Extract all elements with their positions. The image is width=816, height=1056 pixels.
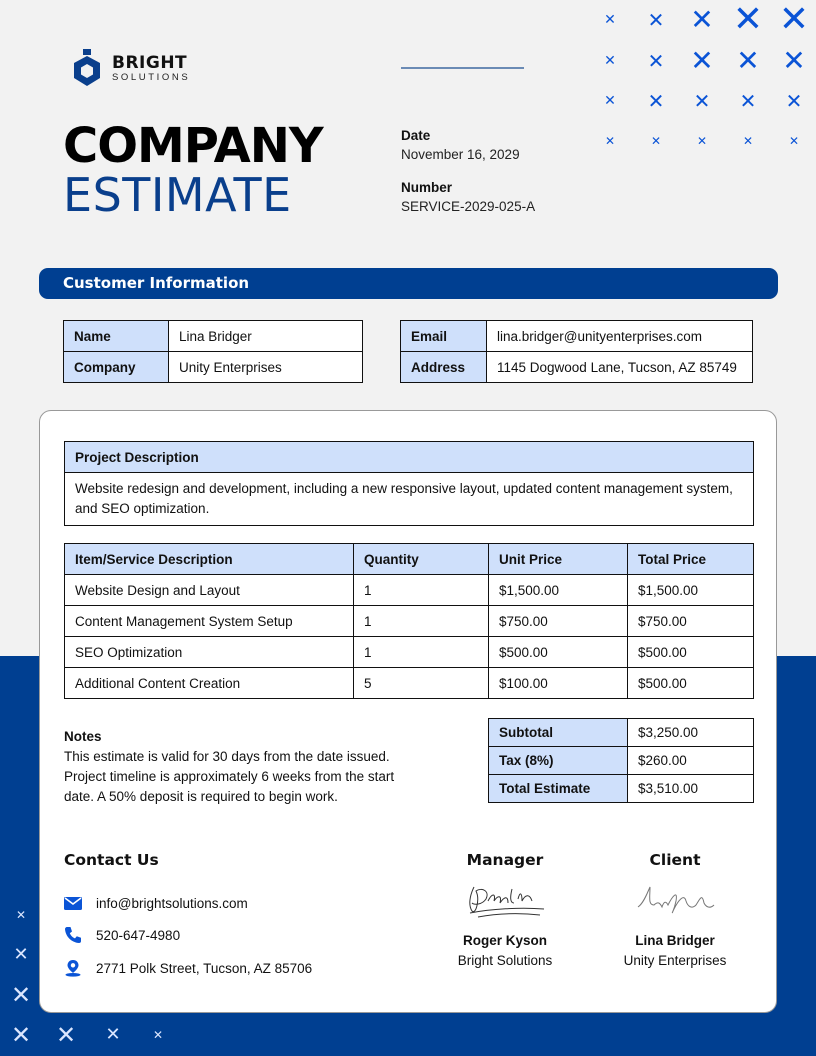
estimate-card xyxy=(39,410,777,1013)
date-block xyxy=(401,126,520,164)
client-role: Client xyxy=(649,851,701,869)
manager-name: Roger Kyson xyxy=(462,933,547,948)
number-block xyxy=(401,178,535,216)
item-description: Content Management System Setup xyxy=(65,606,354,637)
total-estimate-value: $3,510.00 xyxy=(628,775,754,803)
customer-info-heading: Customer Information xyxy=(39,268,778,299)
column-header: Unit Price xyxy=(489,544,628,575)
item-unit-price: $100.00 xyxy=(489,668,628,699)
table-row xyxy=(65,637,754,668)
email-value: lina.bridger@unityenterprises.com xyxy=(487,321,753,352)
x-icon: ✕ xyxy=(736,44,760,77)
x-icon: ✕ xyxy=(10,1021,32,1049)
client-signature-block xyxy=(585,851,765,971)
date-value: November 16, 2029 xyxy=(401,147,520,162)
company-label: Company xyxy=(64,352,169,383)
item-description: SEO Optimization xyxy=(65,637,354,668)
item-description: Additional Content Creation xyxy=(65,668,354,699)
tax-value: $260.00 xyxy=(628,747,754,775)
x-icon: ✕ xyxy=(105,1024,121,1045)
decorative-x-pattern-top xyxy=(590,0,816,160)
item-unit-price: $750.00 xyxy=(489,606,628,637)
item-description: Website Design and Layout xyxy=(65,575,354,606)
address-label: Address xyxy=(401,352,487,383)
column-header: Total Price xyxy=(628,544,754,575)
x-icon: ✕ xyxy=(696,134,708,148)
x-icon: ✕ xyxy=(604,53,616,69)
subtotal-label: Subtotal xyxy=(489,719,628,747)
total-estimate-label: Total Estimate xyxy=(489,775,628,803)
items-header-row xyxy=(65,544,754,575)
totals-table xyxy=(488,718,754,803)
number-value: SERVICE-2029-025-A xyxy=(401,199,536,214)
x-icon: ✕ xyxy=(690,3,714,36)
contact-address-text: 2771 Polk Street, Tucson, AZ 85706 xyxy=(96,960,313,976)
subtotal-value: $3,250.00 xyxy=(628,719,754,747)
client-signature-icon xyxy=(630,879,720,923)
manager-signature-icon xyxy=(460,879,550,923)
x-icon: ✕ xyxy=(788,134,800,148)
x-icon: ✕ xyxy=(650,134,662,148)
x-icon: ✕ xyxy=(647,49,665,73)
x-icon: ✕ xyxy=(785,89,803,113)
x-icon: ✕ xyxy=(742,134,754,148)
address-value: 1145 Dogwood Lane, Tucson, AZ 85749 xyxy=(487,352,753,383)
location-pin-icon xyxy=(64,959,82,977)
phone-icon xyxy=(64,926,82,944)
x-icon: ✕ xyxy=(604,93,616,109)
customer-table-left xyxy=(63,320,363,383)
contact-email xyxy=(64,894,248,912)
item-total-price: $750.00 xyxy=(628,606,754,637)
table-row xyxy=(65,606,754,637)
title-line-1: COMPANY xyxy=(63,118,323,174)
name-value: Lina Bridger xyxy=(169,321,363,352)
tax-label: Tax (8%) xyxy=(489,747,628,775)
x-icon: ✕ xyxy=(693,89,711,113)
item-quantity: 1 xyxy=(354,606,489,637)
name-label: Name xyxy=(64,321,169,352)
company-logo xyxy=(70,48,190,88)
column-header: Item/Service Description xyxy=(65,544,354,575)
manager-company: Bright Solutions xyxy=(457,953,553,968)
notes-title: Notes xyxy=(64,729,102,744)
project-description-text: Website redesign and development, including a new responsive layout, updated content management system, and SEO optimization. xyxy=(65,473,754,526)
title-line-2: ESTIMATE xyxy=(63,168,292,222)
table-row xyxy=(64,352,363,383)
x-icon: ✕ xyxy=(15,908,27,922)
item-unit-price: $500.00 xyxy=(489,637,628,668)
x-icon: ✕ xyxy=(647,89,665,113)
manager-role: Manager xyxy=(466,851,544,869)
table-row xyxy=(65,575,754,606)
item-total-price: $500.00 xyxy=(628,668,754,699)
x-icon: ✕ xyxy=(152,1028,164,1042)
table-row xyxy=(489,747,754,775)
contact-phone xyxy=(64,926,180,944)
table-row xyxy=(401,321,753,352)
x-icon: ✕ xyxy=(604,134,616,148)
decorative-line xyxy=(401,67,524,69)
number-label: Number xyxy=(401,180,453,195)
item-unit-price: $1,500.00 xyxy=(489,575,628,606)
contact-heading: Contact Us xyxy=(64,851,159,869)
contact-email-text[interactable]: info@brightsolutions.com xyxy=(96,895,248,911)
item-quantity: 1 xyxy=(354,637,489,668)
client-company: Unity Enterprises xyxy=(623,953,727,968)
manager-signature-block xyxy=(415,851,595,971)
x-icon: ✕ xyxy=(778,0,810,40)
notes-section xyxy=(64,727,424,807)
hexagon-logo-icon xyxy=(70,48,104,88)
item-total-price: $1,500.00 xyxy=(628,575,754,606)
project-description-header: Project Description xyxy=(65,442,754,473)
email-label: Email xyxy=(401,321,487,352)
logo-name: BRIGHT xyxy=(112,52,188,73)
company-value: Unity Enterprises xyxy=(169,352,363,383)
project-description-table xyxy=(64,441,754,526)
customer-table-right xyxy=(400,320,753,383)
table-row xyxy=(65,668,754,699)
x-icon: ✕ xyxy=(647,8,665,32)
x-icon: ✕ xyxy=(690,44,714,77)
x-icon: ✕ xyxy=(10,981,32,1009)
item-quantity: 5 xyxy=(354,668,489,699)
x-icon: ✕ xyxy=(782,44,806,77)
item-quantity: 1 xyxy=(354,575,489,606)
logo-tagline: SOLUTIONS xyxy=(112,71,191,83)
contact-address xyxy=(64,959,312,977)
column-header: Quantity xyxy=(354,544,489,575)
envelope-icon xyxy=(64,894,82,912)
x-icon: ✕ xyxy=(732,0,764,40)
contact-phone-text[interactable]: 520-647-4980 xyxy=(96,927,181,943)
x-icon: ✕ xyxy=(604,12,616,28)
date-label: Date xyxy=(401,128,431,143)
x-icon: ✕ xyxy=(13,944,29,965)
x-icon: ✕ xyxy=(739,89,757,113)
client-name: Lina Bridger xyxy=(635,933,715,948)
table-row xyxy=(64,321,363,352)
table-row xyxy=(489,775,754,803)
x-icon: ✕ xyxy=(55,1021,77,1049)
items-table xyxy=(64,543,754,699)
table-row xyxy=(489,719,754,747)
notes-text: This estimate is valid for 30 days from the date issued. Project timeline is approximately 6 weeks from the start date. A 50% deposit is required to begin work. xyxy=(64,749,395,804)
table-row xyxy=(401,352,753,383)
item-total-price: $500.00 xyxy=(628,637,754,668)
